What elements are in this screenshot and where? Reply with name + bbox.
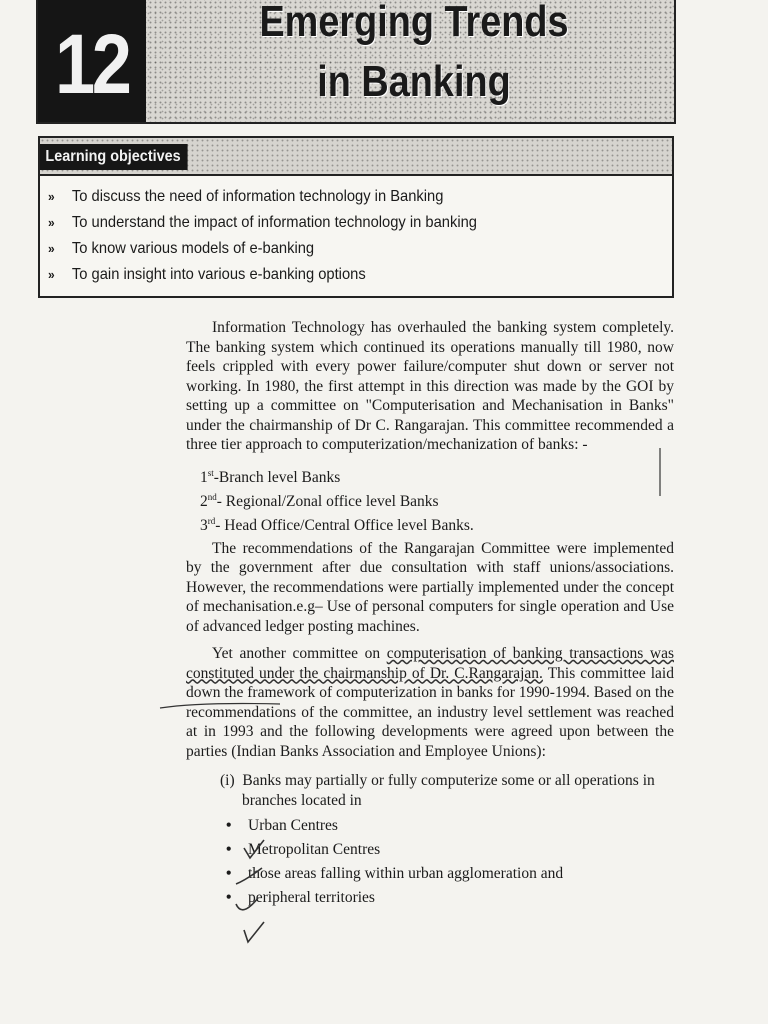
double-arrow-icon: » [48, 267, 55, 282]
list-item: • peripheral territories [248, 886, 674, 910]
sub-item-i: (i) Banks may partially or fully computerize some or all operations in branches located in [220, 772, 655, 809]
objective-item: » To know various models of e-banking [48, 236, 477, 262]
chapter-body [186, 318, 674, 910]
double-arrow-icon: » [48, 215, 55, 230]
chapter-title-line2: in Banking [317, 57, 511, 106]
second-committee-paragraph: Yet another committee on computerisation of banking transactions was constituted under the chairmanship of Dr. C.Rangarajan. This committee laid down the framework of computerization in banks for 1990-1994. Based on the recommendations of the committee, an industry level settlement was reached at in 1993 and the following developments were agreed upon between the parties (Indian Banks Association and Employee Unions): [186, 645, 674, 760]
chapter-title [192, 0, 636, 112]
learning-objectives-header [40, 138, 672, 176]
location-bullet-list [248, 814, 674, 910]
learning-objectives-heading: Learning objectives [40, 144, 188, 170]
underlined-text: computerisation of banking transactions was constituted under the chairmanship of Dr. C.Rangarajan. [186, 645, 674, 682]
objective-item: » To gain insight into various e-banking options [48, 262, 477, 288]
tier-list [200, 461, 674, 533]
double-arrow-icon: » [48, 189, 55, 204]
chapter-number: 12 [55, 16, 129, 111]
intro-paragraph: Information Technology has overhauled the banking system completely. The banking system which continued its operations manually till 1980, now feels crippled with every power failure/computer shut down or server not working. In 1980, the first attempt in this direction was made by the GOI by setting up a committee on "Computerisation and Mechanisation in Banks" under the chairmanship of Dr C. Rangarajan. This committee recommended a three tier approach to computerization/mechanization of banks: - [186, 319, 674, 453]
chapter-number-box [38, 0, 146, 122]
list-item: • Metropolitan Centres [248, 838, 674, 862]
rangarajan-paragraph: The recommendations of the Rangarajan Committee were implemented by the government after due consultation with staff unions/associations. However, the recommendations were partially implemented under the concept of mechanisation.e.g– Use of personal computers for single operation and Use of advanced ledger posting machines. [186, 539, 674, 635]
objectives-list [48, 184, 514, 288]
learning-objectives-box [38, 136, 674, 298]
tier-item: 3rd- Head Office/Central Office level Banks. [200, 515, 474, 534]
tier-item: 2nd- Regional/Zonal office level Banks [200, 491, 439, 510]
double-arrow-icon: » [48, 241, 55, 256]
chapter-title-line1: Emerging Trends [259, 0, 569, 46]
objective-item: » To understand the impact of information technology in banking [48, 210, 477, 236]
objective-item: » To discuss the need of information technology in Banking [48, 184, 477, 210]
chapter-header [36, 0, 676, 124]
tier-item: 1st-Branch level Banks [200, 467, 341, 486]
list-item: • Urban Centres [248, 814, 674, 838]
list-item: • those areas falling within urban agglomeration and [248, 862, 674, 886]
